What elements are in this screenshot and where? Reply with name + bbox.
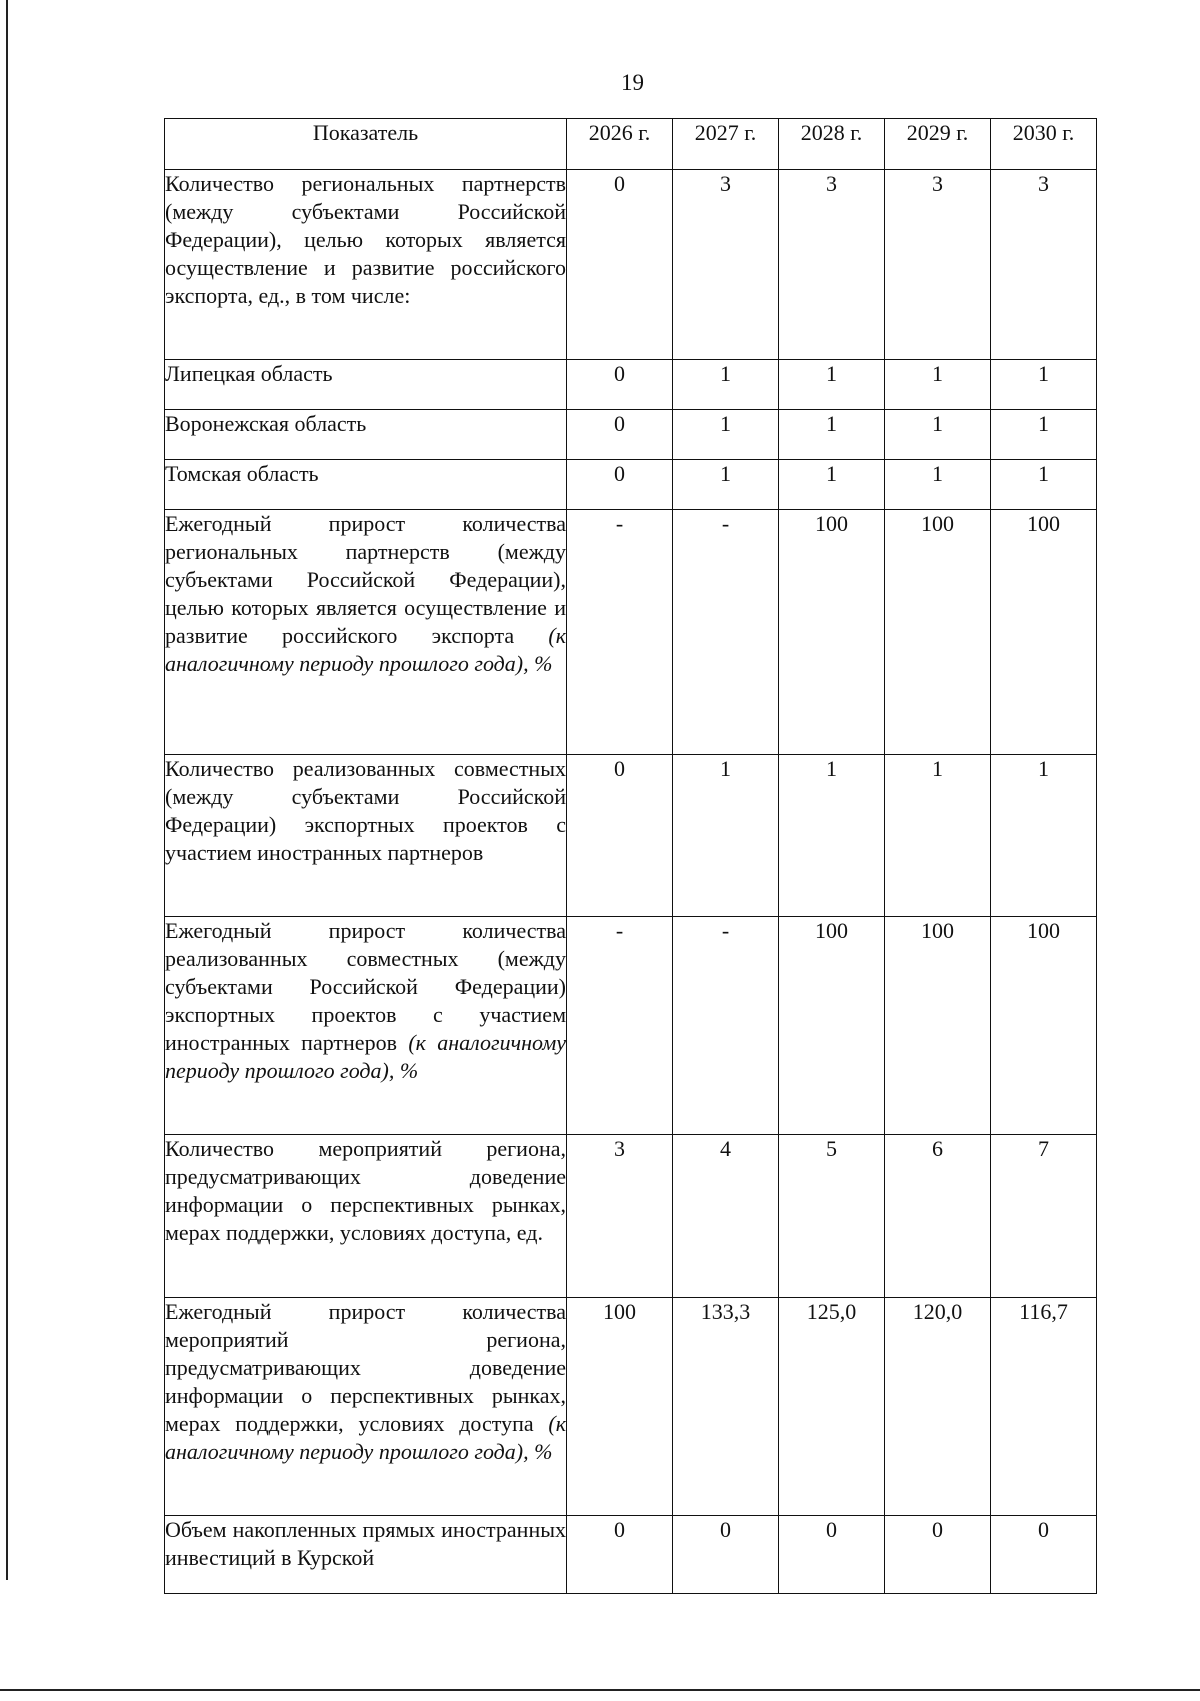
value-cell: 1: [779, 360, 885, 410]
value-cell: 3: [991, 170, 1097, 360]
table-row: [165, 917, 1097, 1135]
value-cell: 3: [779, 170, 885, 360]
table-header-row: [165, 119, 1097, 170]
value-cell: 0: [567, 460, 673, 510]
value-cell: 3: [885, 170, 991, 360]
value-cell: 0: [779, 1516, 885, 1594]
table-row: [165, 170, 1097, 360]
value-cell: 1: [779, 460, 885, 510]
value-cell: 1: [779, 410, 885, 460]
value-cell: 1: [673, 360, 779, 410]
value-cell: 0: [673, 1516, 779, 1594]
value-cell: 1: [991, 410, 1097, 460]
value-cell: 133,3: [673, 1298, 779, 1516]
table-row: [165, 460, 1097, 510]
table-row: [165, 1135, 1097, 1298]
value-cell: 100: [991, 917, 1097, 1135]
value-cell: 0: [567, 360, 673, 410]
value-cell: -: [567, 917, 673, 1135]
indicator-name: Томская область: [165, 460, 567, 510]
header-year-2027: 2027 г.: [673, 119, 779, 170]
value-cell: 1: [885, 410, 991, 460]
value-cell: 1: [991, 460, 1097, 510]
table-row: [165, 1516, 1097, 1594]
table-row: [165, 510, 1097, 755]
indicator-name: Количество региональных партнерств (между субъектами Российской Федерации), целью которых является осуществление и развитие российского экспорта, ед., в том числе:: [165, 170, 567, 360]
value-cell: 1: [885, 755, 991, 917]
table-row: [165, 360, 1097, 410]
indicator-name: Ежегодный прирост количества реализованных совместных (между субъектами Российской Федерации) экспортных проектов с участием иностранных партнеров (к аналогичному периоду прошлого года), %: [165, 917, 567, 1135]
value-cell: 1: [991, 360, 1097, 410]
value-cell: 0: [567, 1516, 673, 1594]
value-cell: 4: [673, 1135, 779, 1298]
value-cell: 1: [673, 460, 779, 510]
header-year-2028: 2028 г.: [779, 119, 885, 170]
value-cell: 116,7: [991, 1298, 1097, 1516]
header-year-2030: 2030 г.: [991, 119, 1097, 170]
value-cell: 3: [567, 1135, 673, 1298]
value-cell: 0: [567, 410, 673, 460]
value-cell: 3: [673, 170, 779, 360]
value-cell: 1: [673, 755, 779, 917]
value-cell: 100: [991, 510, 1097, 755]
value-cell: 0: [567, 170, 673, 360]
value-cell: 7: [991, 1135, 1097, 1298]
value-cell: 100: [779, 510, 885, 755]
value-cell: 0: [991, 1516, 1097, 1594]
table-row: [165, 1298, 1097, 1516]
value-cell: 1: [673, 410, 779, 460]
indicator-name: Липецкая область: [165, 360, 567, 410]
value-cell: 6: [885, 1135, 991, 1298]
value-cell: 5: [779, 1135, 885, 1298]
value-cell: 120,0: [885, 1298, 991, 1516]
value-cell: 0: [885, 1516, 991, 1594]
value-cell: 100: [885, 510, 991, 755]
value-cell: 1: [885, 460, 991, 510]
header-year-2029: 2029 г.: [885, 119, 991, 170]
value-cell: -: [673, 917, 779, 1135]
value-cell: -: [567, 510, 673, 755]
value-cell: -: [673, 510, 779, 755]
indicator-name: Ежегодный прирост количества мероприятий региона, предусматривающих доведение информации о перспективных рынках, мерах поддержки, условиях доступа (к аналогичному периоду прошлого года), %: [165, 1298, 567, 1516]
indicator-name: Объем накопленных прямых иностранных инвестиций в Курской: [165, 1516, 567, 1594]
page-number: 19: [621, 70, 644, 95]
indicator-name: Ежегодный прирост количества региональных партнерств (между субъектами Российской Федерации), целью которых является осуществление и развитие российского экспорта (к аналогичному периоду прошлого года), %: [165, 510, 567, 755]
value-cell: 1: [991, 755, 1097, 917]
indicator-name: Воронежская область: [165, 410, 567, 460]
table-row: [165, 755, 1097, 917]
value-cell: 100: [885, 917, 991, 1135]
page-edge-bottom: [0, 1689, 1200, 1691]
header-year-2026: 2026 г.: [567, 119, 673, 170]
value-cell: 1: [885, 360, 991, 410]
indicator-name: Количество реализованных совместных (между субъектами Российской Федерации) экспортных проектов с участием иностранных партнеров: [165, 755, 567, 917]
page-edge-left: [6, 0, 8, 1580]
value-cell: 1: [779, 755, 885, 917]
value-cell: 100: [567, 1298, 673, 1516]
table-row: [165, 410, 1097, 460]
header-indicator: Показатель: [165, 119, 567, 170]
indicators-table: [164, 118, 1097, 1594]
indicator-name: Количество мероприятий региона, предусматривающих доведение информации о перспективных рынках, мерах поддержки, условиях доступа, ед.: [165, 1135, 567, 1298]
value-cell: 100: [779, 917, 885, 1135]
value-cell: 125,0: [779, 1298, 885, 1516]
value-cell: 0: [567, 755, 673, 917]
